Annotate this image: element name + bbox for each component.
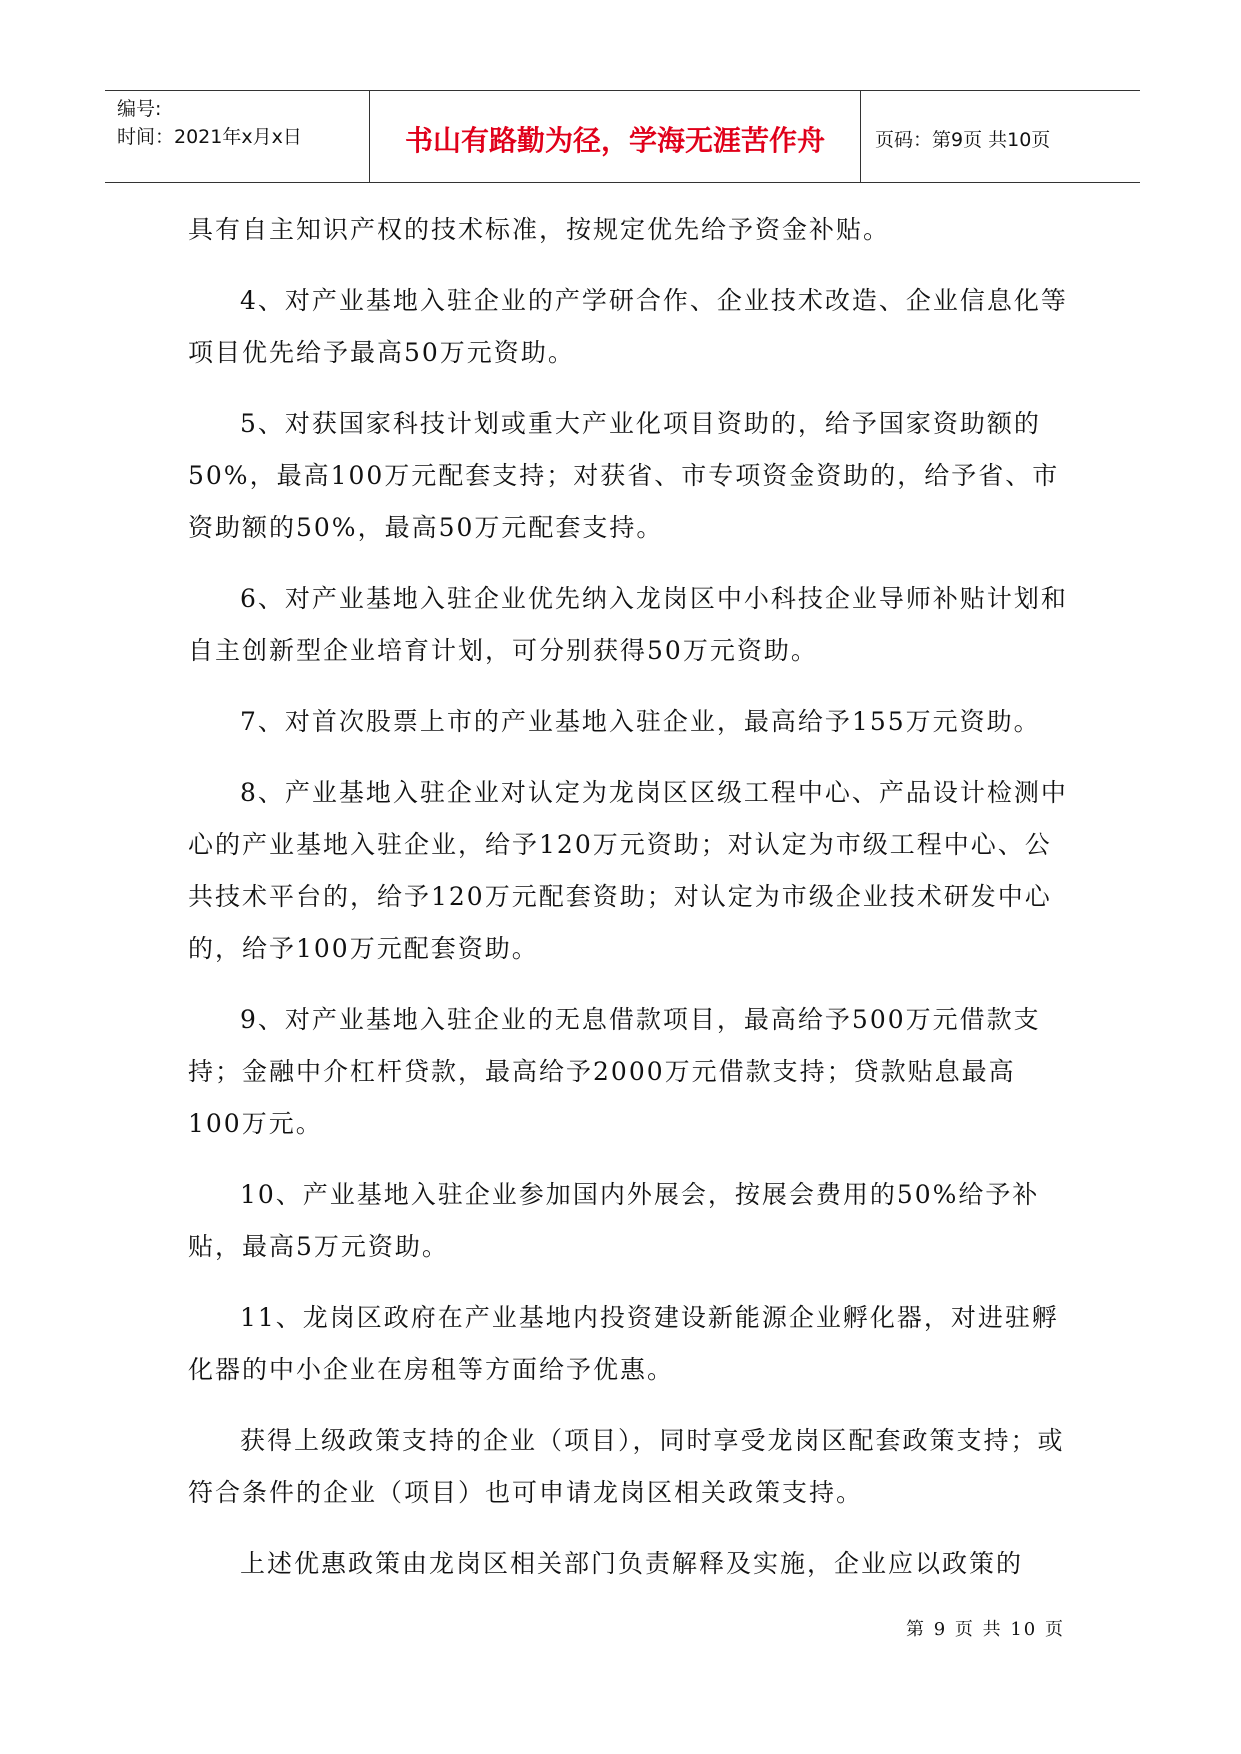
header-divider [369,91,370,182]
paragraph: 具有自主知识产权的技术标准，按规定优先给予资金补贴。 [188,215,891,244]
page-footer: 第 9 页 共 10 页 [906,1619,1065,1640]
paragraph: 9、对产业基地入驻企业的无息借款项目，最高给予500万元借款支持；金融中介杠杆贷款，最高给予2000万元借款支持；贷款贴息最高100万元。 [188,1005,1041,1138]
header-divider [860,91,861,182]
header-meta [117,95,302,151]
paragraph: 8、产业基地入驻企业对认定为龙岗区区级工程中心、产品设计检测中心的产业基地入驻企业，给予120万元资助；对认定为市级工程中心、公共技术平台的，给予120万元配套资助；对认定为市级企业技术研发中心的，给予100万元配套资助。 [188,778,1068,963]
paragraph: 获得上级政策支持的企业（项目），同时享受龙岗区配套政策支持；或符合条件的企业（项目）也可申请龙岗区相关政策支持。 [188,1426,1065,1507]
paragraph: 7、对首次股票上市的产业基地入驻企业，最高给予155万元资助。 [240,707,1041,736]
paragraph: 6、对产业基地入驻企业优先纳入龙岗区中小科技企业导师补贴计划和自主创新型企业培育计划，可分别获得50万元资助。 [188,584,1068,665]
paragraph: 上述优惠政策由龙岗区相关部门负责解释及实施，企业应以政策的 [240,1549,1024,1578]
document-body [188,204,1068,1609]
paragraph: 10、产业基地入驻企业参加国内外展会，按展会费用的50%给予补贴，最高5万元资助。 [188,1180,1040,1261]
paragraph: 4、对产业基地入驻企业的产学研合作、企业技术改造、企业信息化等项目优先给予最高50万元资助。 [188,286,1068,367]
serial-label: 编号: [117,98,162,120]
time-label: 时间：2021年x月x日 [117,126,302,148]
paragraph: 5、对获国家科技计划或重大产业化项目资助的，给予国家资助额的50%，最高100万元配套支持；对获省、市专项资金资助的，给予省、市资助额的50%，最高50万元配套支持。 [188,409,1060,542]
paragraph: 11、龙岗区政府在产业基地内投资建设新能源企业孵化器，对进驻孵化器的中小企业在房租等方面给予优惠。 [188,1303,1059,1384]
header-page-label: 页码：第9页 共10页 [875,129,1051,151]
page-header [105,90,1140,183]
header-motto: 书山有路勤为径，学海无涯苦作舟 [404,124,825,157]
